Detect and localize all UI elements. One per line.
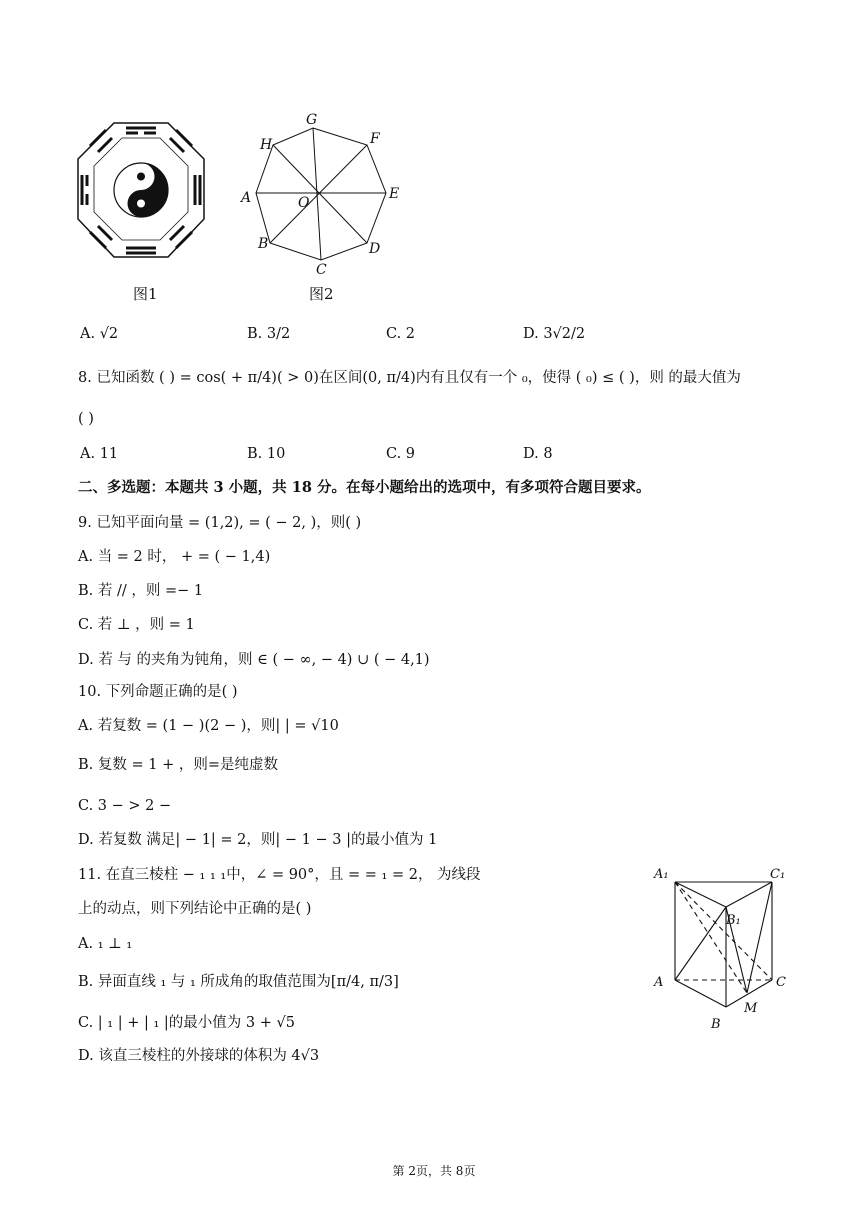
q10-option-a: A. 若复数 = (1 − )(2 − )，则| | = √10	[78, 718, 339, 734]
q9-option-a: A. 当 = 2 时， + = ( − 1,4)	[78, 549, 271, 565]
prism-figure	[650, 862, 800, 1032]
label-G: G	[306, 112, 318, 128]
q7-option-c: C. 2	[386, 326, 416, 342]
label-H: H	[260, 137, 273, 153]
label-C: C	[316, 262, 327, 278]
q10-option-b: B. 复数 = 1 + ，则=是纯虚数	[78, 757, 278, 773]
q8-stem: 8. 已知函数 ( ) = cos( + π/4)( > 0)在区间(0, π/4)内有且仅有一个 ₀，使得 ( ₀) ≤ ( )，则 的最大值为	[78, 370, 741, 386]
q8-option-b: B. 10	[247, 446, 286, 462]
q7-option-b: B. 3/2	[247, 326, 291, 342]
label-D: D	[369, 241, 381, 257]
q9-option-c: C. 若 ⊥ ，则 = 1	[78, 617, 195, 633]
label-B: B	[258, 236, 269, 252]
q8-paren: ( )	[78, 411, 94, 427]
label-B: B	[711, 1017, 721, 1032]
octagon-figure	[236, 110, 406, 280]
q11-stem: 11. 在直三棱柱 − ₁ ₁ ₁中，∠ = 90°，且 = = ₁ = 2， 为线段	[78, 867, 481, 883]
q10-stem: 10. 下列命题正确的是( )	[78, 684, 238, 700]
q11-option-d: D. 该直三棱柱的外接球的体积为 4√3	[78, 1048, 320, 1064]
q10-option-d: D. 若复数 满足| − 1| = 2，则| − 1 − 3 |的最小值为 1	[78, 832, 438, 848]
q10-option-c: C. 3 − > 2 −	[78, 798, 172, 814]
label-E: E	[389, 186, 400, 202]
bagua-figure	[76, 120, 206, 270]
page-footer: 第 2页，共 8页	[392, 1164, 476, 1178]
q7-option-a: A. √2	[80, 326, 119, 342]
fig2-label: 图2	[309, 285, 334, 303]
label-A: A	[241, 190, 252, 206]
fig1-label: 图1	[133, 285, 158, 303]
q11-option-b: B. 异面直线 ₁ 与 ₁ 所成角的取值范围为[π/4, π/3]	[78, 974, 399, 990]
q9-option-b: B. 若 // ，则 =− 1	[78, 583, 204, 599]
label-A1: A₁	[654, 867, 669, 882]
label-C1: C₁	[770, 867, 786, 882]
q11-option-a: A. ₁ ⊥ ₁	[78, 936, 133, 952]
label-B1: B₁	[726, 913, 741, 928]
label-C: C	[776, 975, 786, 990]
section-2-heading: 二、多选题：本题共 3 小题，共 18 分。在每小题给出的选项中，有多项符合题目要求。	[78, 479, 651, 496]
q7-option-d: D. 3√2/2	[523, 326, 586, 342]
label-O: O	[298, 195, 310, 211]
q8-option-d: D. 8	[523, 446, 553, 462]
yin-yang-icon	[114, 163, 168, 217]
label-F: F	[370, 131, 380, 147]
label-A: A	[654, 975, 664, 990]
q11-stem-2: 上的动点，则下列结论中正确的是( )	[78, 901, 312, 917]
label-M: M	[744, 1001, 758, 1016]
q8-option-c: C. 9	[386, 446, 416, 462]
q9-option-d: D. 若 与 的夹角为钝角，则 ∈ ( − ∞, − 4) ∪ ( − 4,1)	[78, 652, 430, 668]
q11-option-c: C. | ₁ | + | ₁ |的最小值为 3 + √5	[78, 1015, 295, 1031]
q9-stem: 9. 已知平面向量 = (1,2), = ( − 2, )，则( )	[78, 515, 362, 531]
q8-option-a: A. 11	[80, 446, 119, 462]
